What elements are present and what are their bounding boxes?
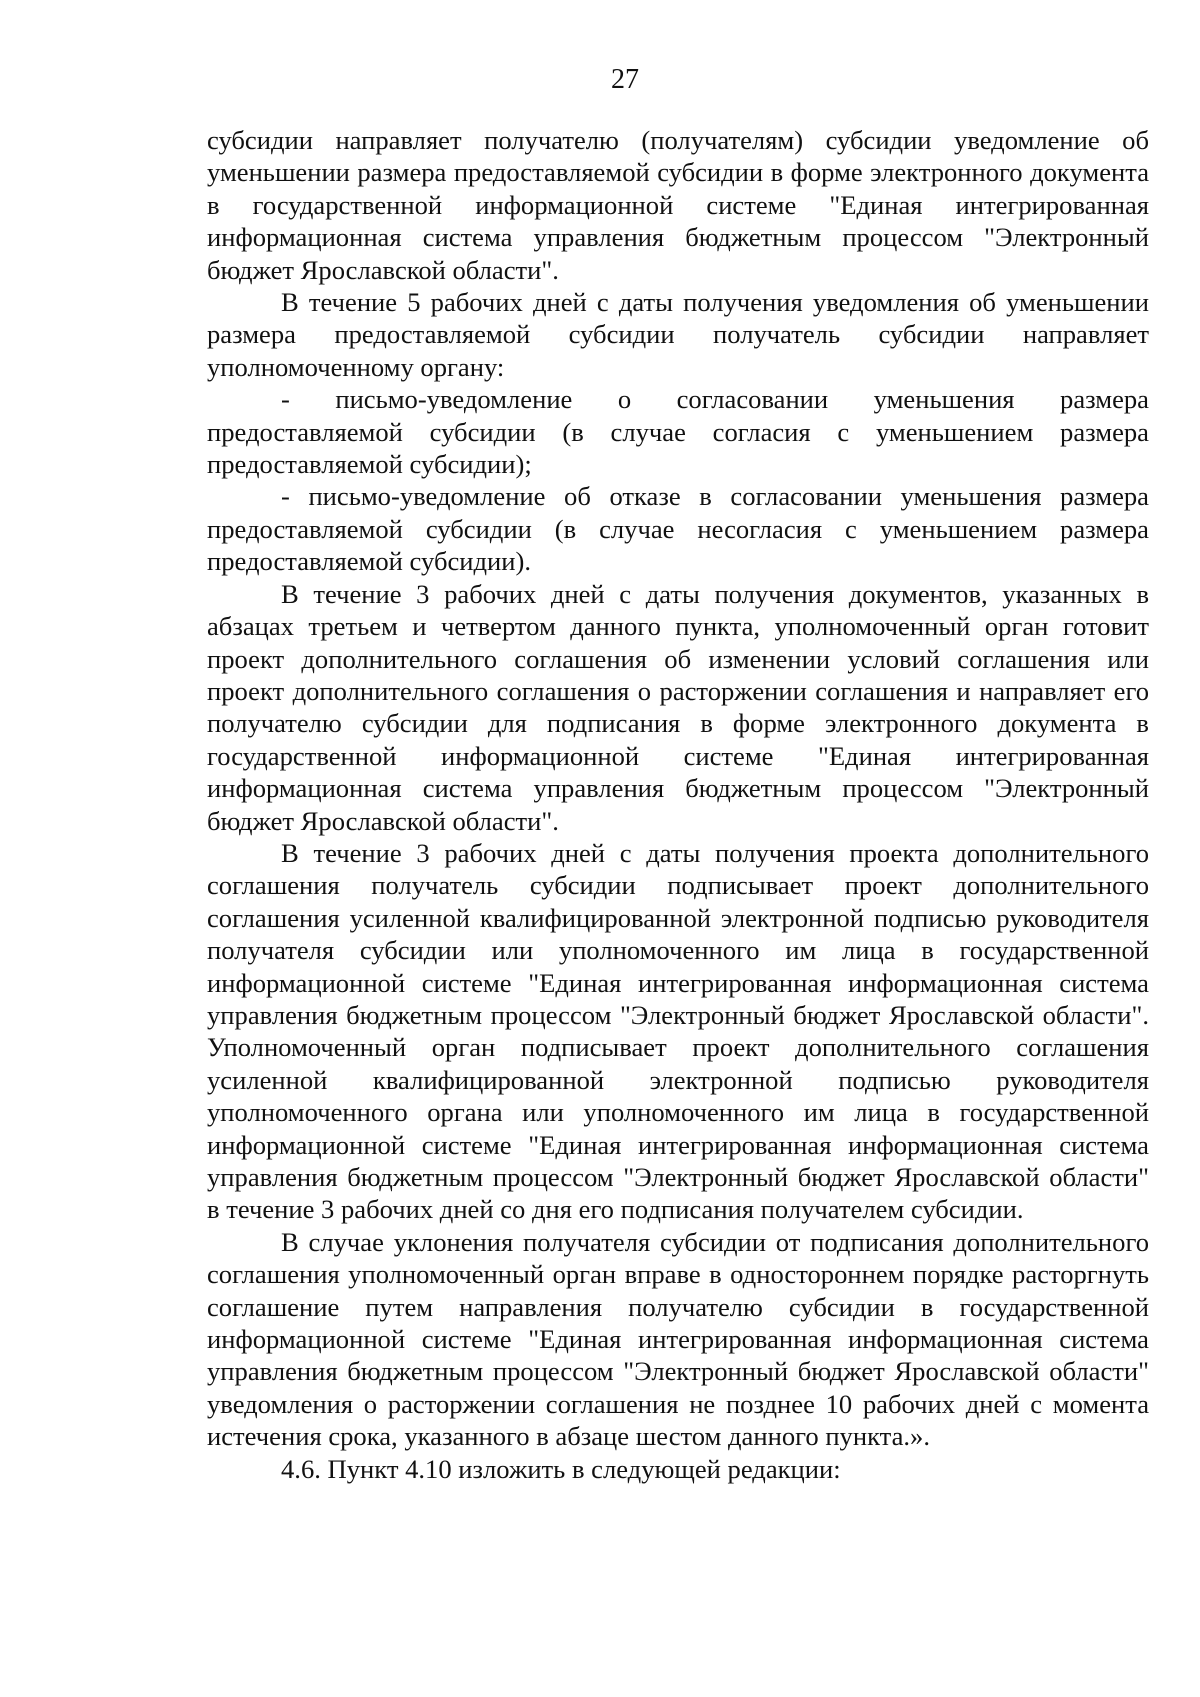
paragraph-five-days-response: В течение 5 рабочих дней с даты получения уведомления об уменьшении размера предоставляемой субсидии получатель субсидии направляет уполномоченному органу: [207,287,1149,382]
list-item-agreement-letter: - письмо-уведомление о согласовании уменьшения размера предоставляемой субсидии (в случае согласия с уменьшением размера предоставляемой субсидии); [207,384,1149,480]
document-body [207,124,1149,1485]
page-number: 27 [611,64,639,95]
paragraph-signing-procedure: В течение 3 рабочих дней с даты получения проекта дополнительного соглашения получатель субсидии подписывает проект дополнительного соглашения усиленной квалифицированной электронной подписью руководителя получателя субсидии или уполномоченного им лица в государственной информационной системе "Единая интегрированная информационная система управления бюджетным процессом "Электронный бюджет Ярославской области". Уполномоченный орган подписывает проект дополнительного соглашения усиленной квалифицированной электронной подписью руководителя уполномоченного органа или уполномоченного им лица в государственной информационной системе "Единая интегрированная информационная система управления бюджетным процессом "Электронный бюджет Ярославской области" в течение 3 рабочих дней со дня его подписания получателем субсидии. [207,837,1149,1225]
list-item-refusal-letter: - письмо-уведомление об отказе в согласовании уменьшения размера предоставляемой субсидии (в случае несогласия с уменьшением размера предоставляемой субсидии). [207,481,1149,577]
paragraph-unilateral-termination: В случае уклонения получателя субсидии от подписания дополнительного соглашения уполномоченный орган вправе в одностороннем порядке расторгнуть соглашение путем направления получателю субсидии в государственной информационной системе "Единая интегрированная информационная система управления бюджетным процессом "Электронный бюджет Ярославской области" уведомления о расторжении соглашения не позднее 10 рабочих дней с момента истечения срока, указанного в абзаце шестом данного пункта.». [207,1226,1149,1452]
paragraph-draft-additional-agreement: В течение 3 рабочих дней с даты получения документов, указанных в абзацах третьем и четвертом данного пункта, уполномоченный орган готовит проект дополнительного соглашения об изменении условий соглашения или проект дополнительного соглашения о расторжении соглашения и направляет его получателю субсидии для подписания в форме электронного документа в государственной информационной системе "Единая интегрированная информационная система управления бюджетным процессом "Электронный бюджет Ярославской области". [207,578,1149,836]
paragraph-clause-4-6: 4.6. Пункт 4.10 изложить в следующей редакции: [281,1453,841,1484]
paragraph-notification-continuation: субсидии направляет получателю (получателям) субсидии уведомление об уменьшении размера предоставляемой субсидии в форме электронного документа в государственной информационной системе "Единая интегрированная информационная система управления бюджетным процессом "Электронный бюджет Ярославской области". [207,125,1149,285]
